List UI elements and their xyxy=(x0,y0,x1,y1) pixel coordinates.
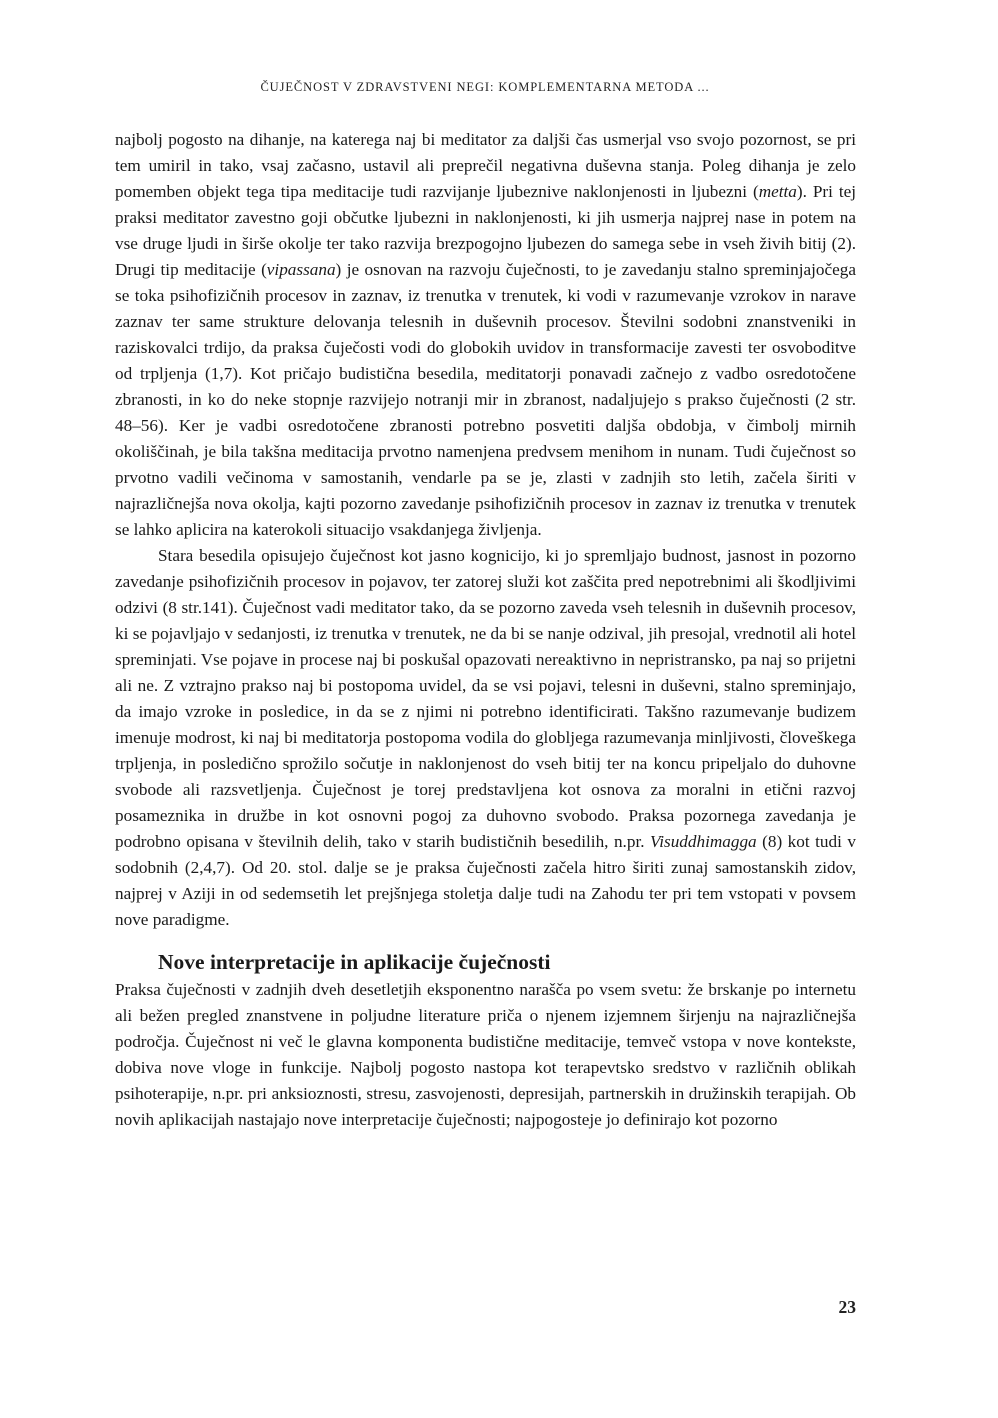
italic-term: vipassana xyxy=(266,260,336,279)
paragraph: Praksa čuječnosti v zadnjih dveh desetletjih eksponentno narašča po vsem svetu: že brskanje po internetu ali bežen pregled znanstvene in poljudne literature priča o njenem izjemnem širjenju na najrazličnejša področja. Čuječnost ni več le glavna komponenta budistične meditacije, temveč vstopa v nove kontekste, dobiva nove vloge in funkcije. Najbolj pogosto nastopa kot terapevtsko sredstvo v različnih oblikah psihoterapije, n.pr. pri anksioznosti, stresu, zasvojenosti, depresijah, partnerskih in družinskih terapijah. Ob novih aplikacijah nastajajo nove interpretacije čuječnosti; najpogosteje jo definirajo kot pozorno xyxy=(115,980,856,1129)
paragraph-text: ). Pri tej praksi meditator zavestno goji občutke ljubezni in naklonjenosti, ki jih usmerja najprej nase in potem na vse druge ljudi in širše okolje ter tako razvija brezpogojno ljubezen do samega sebe in vseh živih bitij (2). Drugi tip meditacije ( xyxy=(115,182,856,279)
paragraph xyxy=(115,127,856,543)
page-number: 23 xyxy=(838,1297,856,1317)
italic-term: Visuddhimagga xyxy=(650,832,757,851)
paragraph-text: ) je osnovan na razvoju čuječnosti, to je zavedanju stalno spreminjajočega se toka psihofizičnih procesov in zaznav, iz trenutka v trenutek, ki vodi v razumevanje vzrokov in narave zaznav ter same strukture delovanja telesnih in duševnih procesov. Številni sodobni znanstveniki in raziskovalci trdijo, da praksa čuječosti vodi do globokih uvidov in transformacije zavesti ter osvoboditve od trpljenja (1,7). Kot pričajo budistična besedila, meditatorji ponavadi začnejo z vadbo osredotočene zbranosti, in ko do neke stopnje razvijejo notranji mir in zbranost, nadaljujejo s prakso čuječnosti (2 str. 48–56). Ker je vadbi osredotočene zbranosti potrebno posvetiti daljša obdobja, v čimbolj mirnih okoliščinah, je bila takšna meditacija prvotno namenjena predvsem menihom in nunam. Tudi čuječnost so prvotno vadili večinoma v samostanih, vendarle pa se je, zlasti v zadnjih sto letih, začela širiti v najrazličnejša nova okolja, kajti pozorno zavedanje psihofizičnih procesov in zaznav iz trenutka v trenutek se lahko aplicira na katerokoli situacijo vsakdanjega življenja. xyxy=(115,260,856,539)
section-heading: Nove interpretacije in aplikacije čuječnosti xyxy=(158,950,551,974)
paragraph-text: Stara besedila opisujejo čuječnost kot jasno kognicijo, ki jo spremljajo budnost, jasnost in pozorno zavedanje psihofizičnih procesov in pojavov, ter zatorej služi kot zaščita pred nepotrebnimi ali škodljivimi odzivi (8 str.141). Čuječnost vadi meditator tako, da se pozorno zaveda vseh telesnih in duševnih procesov, ki se pojavljajo v sedanjosti, iz trenutka v trenutek, ne da bi se nanje odzival, jih presojal, vrednotil ali hotel spreminjati. Vse pojave in procese naj bi poskušal opazovati nereaktivno in nepristransko, pa naj so prijetni ali ne. Z vztrajno prakso naj bi postopoma uvidel, da se vsi pojavi, telesni in duševni, stalno spreminjajo, da imajo vzroke in posledice, in da se z njimi ni potrebno identificirati. Takšno razumevanje budizem imenuje modrost, ki naj bi meditatorja postopoma vodila do globljega razumevanja minljivosti, človeškega trpljenja, in posledično sprožilo sočutje in naklonjenost do vseh bitij ter na koncu pripeljalo do duhovne svobode ali razsvetljenja. Čuječnost je torej predstavljena kot osnova za moralni in etični razvoj posameznika in družbe in kot osnovni pogoj za duhovno svobodo. Praksa pozornega zavedanja je podrobno opisana v številnih delih, tako v starih budističnih besedilih, n.pr. xyxy=(115,546,856,851)
italic-term: metta xyxy=(758,182,797,201)
body-text xyxy=(115,127,856,1133)
paragraph xyxy=(115,543,856,933)
paragraph-text: (8) kot tudi v sodobnih (2,4,7). Od 20. stol. dalje se je praksa čuječnosti začela hitro širiti zunaj samostanskih zidov, najprej v Aziji in od sedemsetih let prejšnjega stoletja dalje tudi na Zahodu ter pri tem vstopati v povsem nove paradigme. xyxy=(115,832,856,929)
paragraph-text: najbolj pogosto na dihanje, na katerega naj bi meditator za daljši čas usmerjal vso svojo pozornost, se pri tem umiril in tako, vsaj začasno, ustavil ali preprečil negativna duševna stanja. Poleg dihanja je zelo pomemben objekt tega tipa meditacije tudi razvijanje ljubeznive naklonjenosti in ljubezni ( xyxy=(115,130,856,201)
running-head: ČUJEČNOST V ZDRAVSTVENI NEGI: KOMPLEMENTARNA METODA ... xyxy=(260,80,710,94)
